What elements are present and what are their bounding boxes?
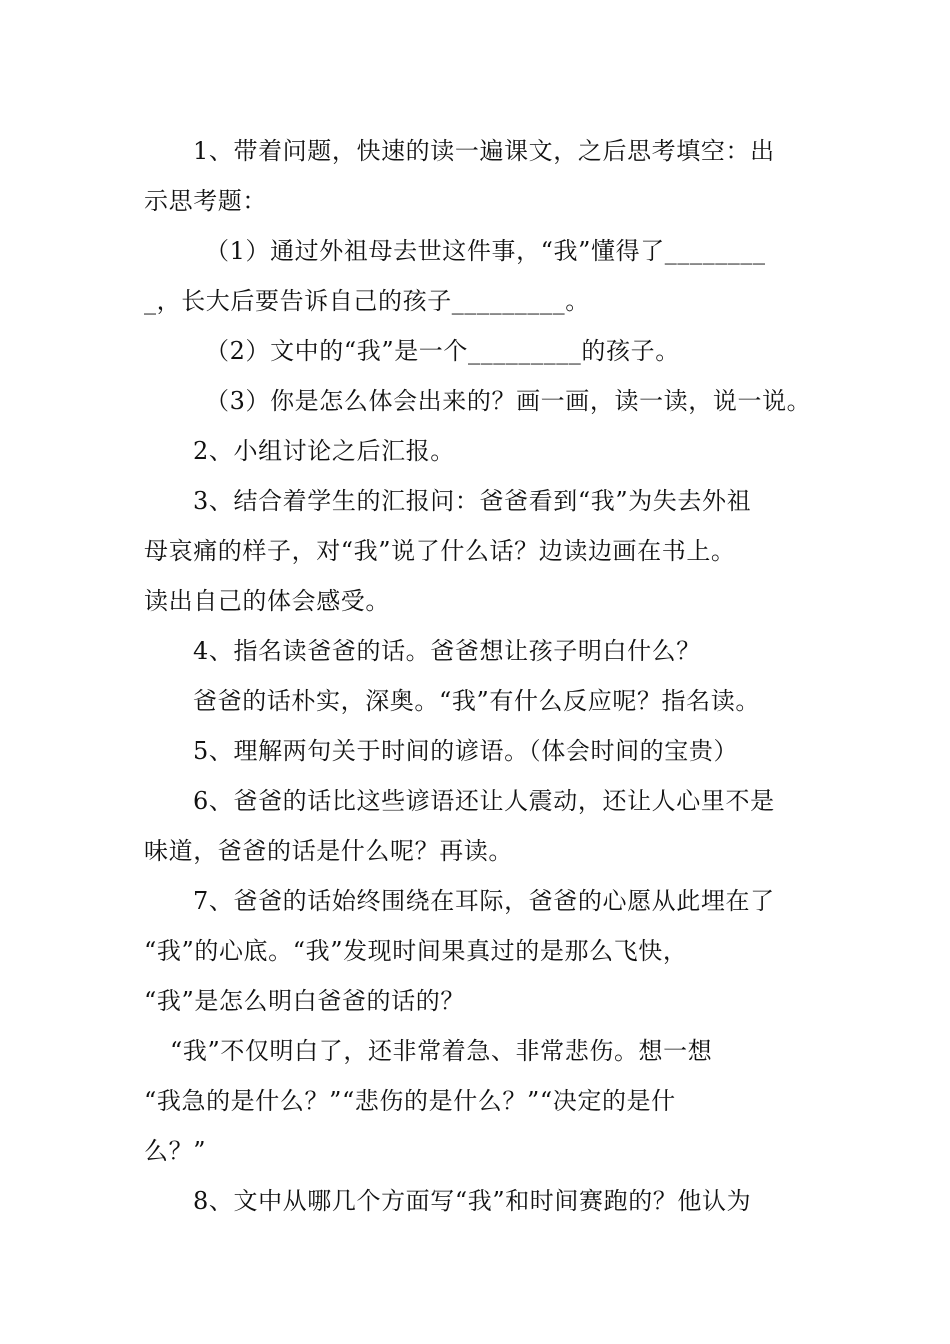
paragraph-line-11: 4、指名读爸爸的话。爸爸想让孩子明白什么？ [193,637,701,665]
paragraph-line-1: 1、带着问题，快速的读一遍课文，之后思考填空：出 [193,137,775,165]
paragraph-line-14: 6、爸爸的话比这些谚语还让人震动，还让人心里不是 [193,787,775,815]
paragraph-line-2: 示思考题： [144,187,267,215]
paragraph-line-10: 读出自己的体会感受。 [144,587,390,615]
paragraph-line-12: 爸爸的话朴实，深奥。“我”有什么反应呢？指名读。 [193,687,760,715]
paragraph-line-16: 7、爸爸的话始终围绕在耳际，爸爸的心愿从此埋在了 [193,887,775,915]
paragraph-line-3: （1）通过外祖母去世这件事，“我”懂得了________ [205,237,766,265]
paragraph-line-18: “我”是怎么明白爸爸的话的？ [144,987,465,1015]
paragraph-line-5: （2）文中的“我”是一个_________的孩子。 [205,337,680,365]
paragraph-line-9: 母哀痛的样子，对“我”说了什么话？边读边画在书上。 [144,537,736,565]
paragraph-line-17: “我”的心底。“我”发现时间果真过的是那么飞快， [144,937,688,965]
paragraph-line-13: 5、理解两句关于时间的谚语。（体会时间的宝贵） [193,737,739,765]
paragraph-line-19: “我”不仅明白了，还非常着急、非常悲伤。想一想 [170,1037,713,1065]
paragraph-line-7: 2、小组讨论之后汇报。 [193,437,455,465]
paragraph-line-6: （3）你是怎么体会出来的？画一画，读一读，说一说。 [205,387,812,415]
paragraph-line-15: 味道，爸爸的话是什么呢？再读。 [144,837,513,865]
paragraph-line-8: 3、结合着学生的汇报问：爸爸看到“我”为失去外祖 [193,487,752,515]
paragraph-line-20: “我急的是什么？”“悲伤的是什么？”“决定的是什 [144,1087,676,1115]
paragraph-line-21: 么？” [144,1137,207,1165]
paragraph-line-4: _，长大后要告诉自己的孩子_________。 [144,287,590,315]
paragraph-line-22: 8、文中从哪几个方面写“我”和时间赛跑的？他认为 [193,1187,752,1215]
